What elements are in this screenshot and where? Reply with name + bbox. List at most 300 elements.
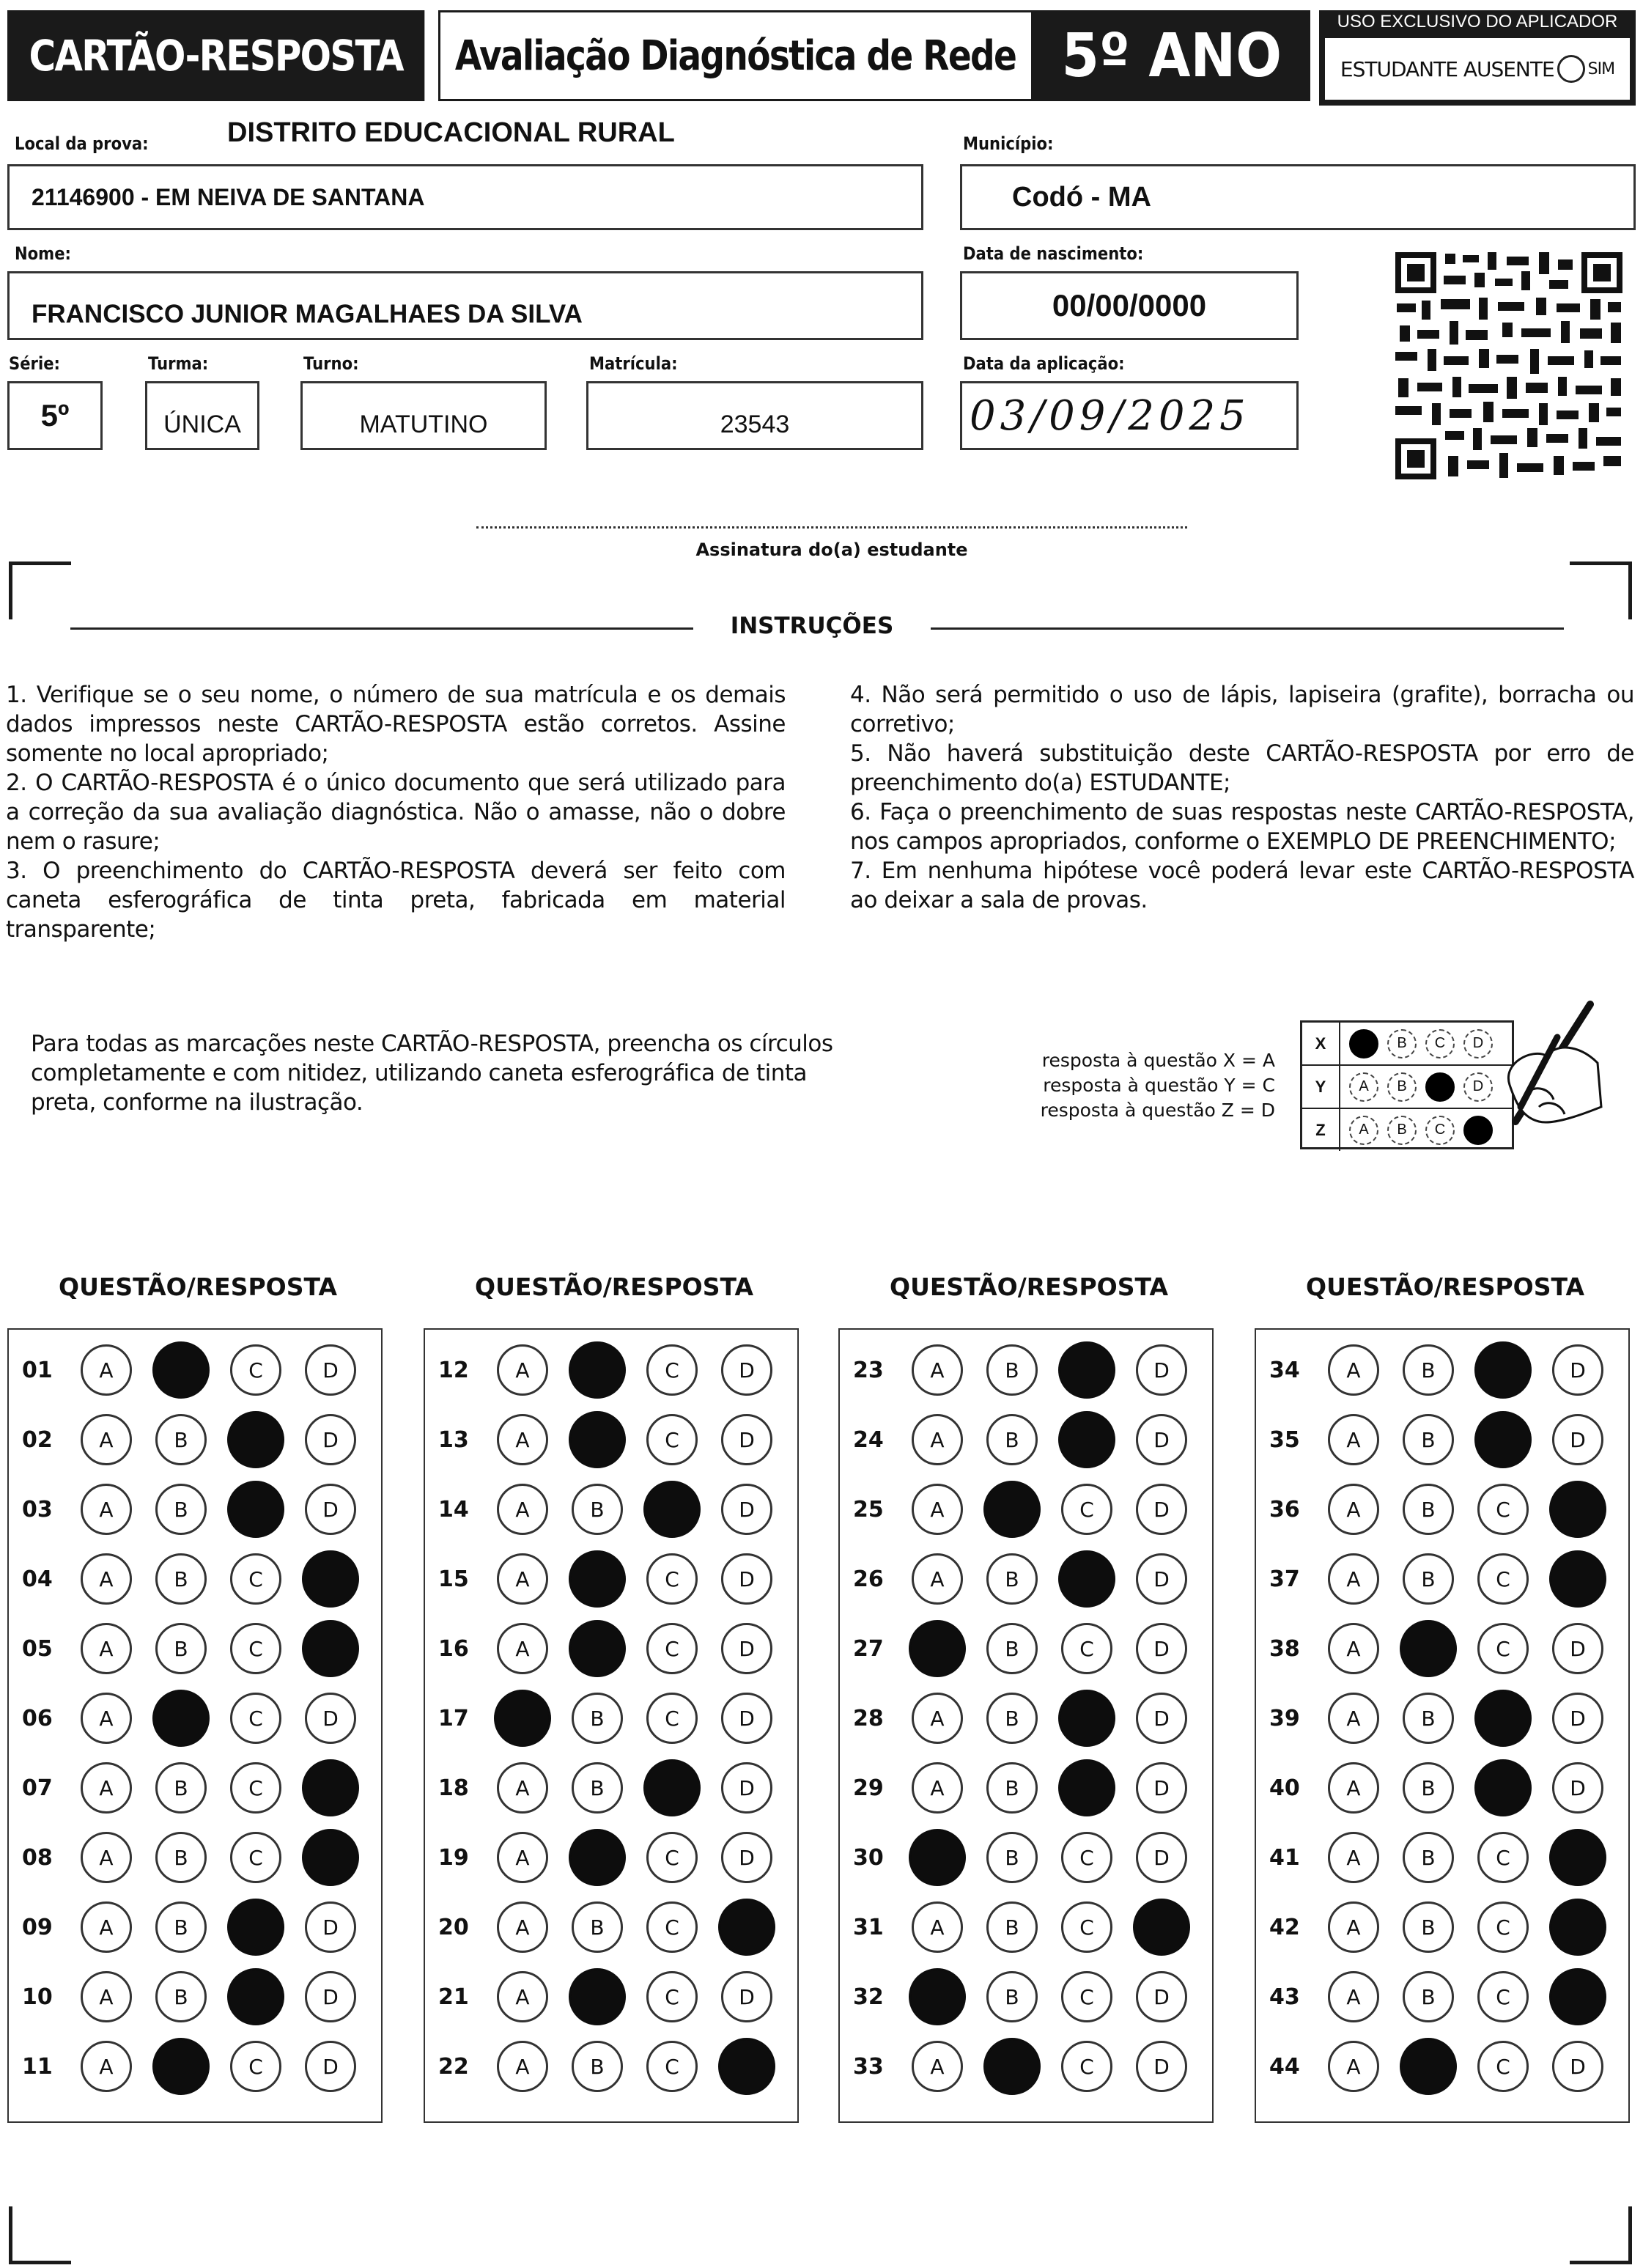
answer-row [9, 1484, 380, 1535]
example-bubble: C [1425, 1116, 1455, 1145]
answer-row [9, 1553, 380, 1605]
answer-bubble-b[interactable] [983, 1481, 1041, 1538]
answer-bubble-c[interactable] [227, 1411, 284, 1468]
answer-bubble-a[interactable]: A [497, 1484, 548, 1535]
answer-bubble-a[interactable]: A [497, 1344, 548, 1396]
answer-bubble-b[interactable]: B [572, 1762, 623, 1814]
example-row [1302, 1109, 1512, 1151]
answer-row [1256, 2041, 1627, 2092]
example-bubble [1425, 1072, 1455, 1102]
answer-bubble-d[interactable] [1549, 1481, 1606, 1538]
answer-panel-1 [7, 1328, 383, 2123]
panel-title-2: QUESTÃO/RESPOSTA [475, 1273, 753, 1301]
answer-row [425, 1414, 796, 1465]
answer-bubble-b[interactable]: B [1403, 1693, 1454, 1744]
answer-bubble-d[interactable]: D [1552, 2041, 1603, 2092]
answer-bubble-d[interactable] [1549, 1829, 1606, 1886]
answer-bubble-c[interactable]: C [230, 1832, 281, 1883]
question-number: 12 [438, 1357, 469, 1383]
answer-bubble-a[interactable]: A [81, 1344, 132, 1396]
answer-bubble-b[interactable]: B [155, 1414, 207, 1465]
answer-row [1256, 1971, 1627, 2022]
example-bubble: B [1387, 1072, 1417, 1102]
absent-option: SIM [1587, 59, 1615, 78]
answer-bubble-d[interactable]: D [1136, 1693, 1187, 1744]
answer-bubble-a[interactable]: A [1328, 1623, 1379, 1674]
answer-bubble-d[interactable]: D [721, 1414, 772, 1465]
aplicacao-field[interactable] [960, 381, 1299, 450]
instruction-1: 1. Verifique se o seu nome, o número de sua matrícula e os demais dados impressos neste CARTÃO-RESPOSTA estão corretos. Assine somente no local apropriado; [6, 682, 786, 767]
answer-bubble-d[interactable] [302, 1829, 359, 1886]
question-number: 07 [22, 1775, 53, 1801]
answer-bubble-a[interactable] [494, 1690, 551, 1747]
answer-bubble-b[interactable]: B [1403, 1553, 1454, 1605]
answer-bubble-a[interactable]: A [497, 2041, 548, 2092]
pen-hand-illustration [1488, 997, 1605, 1144]
answer-bubble-a[interactable]: A [81, 1901, 132, 1953]
instruction-6: 6. Faça o preenchimento de suas respostas neste CARTÃO-RESPOSTA, nos campos apropriados, conforme o EXEMPLO DE PREENCHIMENTO; [850, 799, 1634, 855]
answer-bubble-d[interactable]: D [721, 1344, 772, 1396]
matricula-field [586, 381, 923, 450]
instruction-2: 2. O CARTÃO-RESPOSTA é o único documento que será utilizado para a correção da sua avaliação diagnóstica. Não o amasse, não o dobre nem o rasure; [6, 770, 786, 855]
answer-row [840, 1553, 1211, 1605]
question-number: 13 [438, 1426, 469, 1453]
question-number: 02 [22, 1426, 53, 1453]
answer-bubble-b[interactable]: B [1403, 1901, 1454, 1953]
answer-bubble-a[interactable]: A [81, 1971, 132, 2022]
question-number: 20 [438, 1914, 469, 1940]
example-grid [1300, 1020, 1514, 1149]
instructions-rule-right [931, 627, 1564, 630]
answer-bubble-c[interactable] [643, 1759, 701, 1816]
answer-row [840, 1414, 1211, 1465]
answer-bubble-a[interactable]: A [1328, 1484, 1379, 1535]
local-field [7, 164, 923, 230]
question-number: 14 [438, 1496, 469, 1523]
instruction-4: 4. Não será permitido o uso de lápis, lapiseira (grafite), borracha ou corretivo; [850, 682, 1634, 737]
answer-panel-2 [424, 1328, 799, 2123]
answer-bubble-d[interactable]: D [721, 1623, 772, 1674]
question-number: 42 [1269, 1914, 1300, 1940]
answer-bubble-c[interactable]: C [230, 2041, 281, 2092]
answer-bubble-d[interactable]: D [1136, 1484, 1187, 1535]
answer-bubble-c[interactable] [1058, 1690, 1115, 1747]
answer-bubble-c[interactable] [1058, 1411, 1115, 1468]
nome-value: FRANCISCO JUNIOR MAGALHAES DA SILVA [32, 300, 583, 328]
answer-bubble-b[interactable]: B [986, 1414, 1038, 1465]
answer-row [9, 1414, 380, 1465]
answer-bubble-c[interactable] [1474, 1341, 1532, 1399]
aplicacao-label: Data da aplicação: [963, 353, 1125, 374]
answer-bubble-b[interactable] [569, 1968, 626, 2025]
answer-row [9, 2041, 380, 2092]
answer-bubble-c[interactable] [227, 1899, 284, 1956]
answer-bubble-a[interactable]: A [912, 1693, 963, 1744]
answer-bubble-d[interactable] [1133, 1899, 1190, 1956]
answer-row [9, 1623, 380, 1674]
answer-bubble-a[interactable] [909, 1829, 966, 1886]
answer-bubble-b[interactable] [569, 1550, 626, 1608]
example-legend-z: resposta à questão Z = D [1040, 1100, 1275, 1121]
example-legend-y: resposta à questão Y = C [1043, 1075, 1275, 1096]
local-value: 21146900 - EM NEIVA DE SANTANA [32, 183, 425, 210]
answer-bubble-c[interactable]: C [646, 1344, 698, 1396]
answer-bubble-b[interactable]: B [1403, 1414, 1454, 1465]
turma-value: ÚNICA [163, 410, 241, 438]
question-number: 28 [853, 1705, 884, 1731]
answer-bubble-c[interactable]: C [646, 1971, 698, 2022]
answer-bubble-c[interactable]: C [230, 1762, 281, 1814]
answer-bubble-b[interactable]: B [986, 1971, 1038, 2022]
panel-title-1: QUESTÃO/RESPOSTA [59, 1273, 337, 1301]
answer-bubble-b[interactable]: B [986, 1344, 1038, 1396]
question-number: 24 [853, 1426, 884, 1453]
answer-bubble-a[interactable]: A [1328, 1553, 1379, 1605]
answer-bubble-c[interactable] [227, 1481, 284, 1538]
answer-bubble-d[interactable] [1549, 1899, 1606, 1956]
question-number: 36 [1269, 1496, 1300, 1523]
question-number: 15 [438, 1566, 469, 1592]
question-number: 37 [1269, 1566, 1300, 1592]
example-row-label: Y [1302, 1066, 1340, 1108]
answer-bubble-b[interactable] [983, 2038, 1041, 2095]
answer-bubble-b[interactable] [1400, 1620, 1457, 1677]
answer-row [9, 1762, 380, 1814]
question-number: 11 [22, 2053, 53, 2080]
corner-mark-top-right [1570, 562, 1632, 619]
example-legend-x: resposta à questão X = A [1041, 1050, 1275, 1071]
answer-bubble-d[interactable] [302, 1620, 359, 1677]
answer-bubble-a[interactable]: A [1328, 1971, 1379, 2022]
question-number: 08 [22, 1844, 53, 1871]
answer-bubble-b[interactable]: B [155, 1484, 207, 1535]
answer-bubble-b[interactable]: B [1403, 1762, 1454, 1814]
answer-bubble-b[interactable] [152, 1690, 210, 1747]
answer-bubble-a[interactable]: A [81, 1623, 132, 1674]
answer-bubble-c[interactable]: C [1477, 2041, 1529, 2092]
question-number: 32 [853, 1984, 884, 2010]
answer-bubble-c[interactable]: C [1477, 1971, 1529, 2022]
answer-bubble-c[interactable]: C [230, 1693, 281, 1744]
answer-bubble-c[interactable]: C [646, 1414, 698, 1465]
answer-bubble-a[interactable]: A [912, 1553, 963, 1605]
municipio-value: Codó - MA [1012, 181, 1151, 213]
answer-bubble-b[interactable] [569, 1341, 626, 1399]
answer-bubble-a[interactable]: A [912, 1901, 963, 1953]
answer-bubble-a[interactable]: A [1328, 2041, 1379, 2092]
question-number: 34 [1269, 1357, 1300, 1383]
answer-bubble-c[interactable] [1474, 1759, 1532, 1816]
answer-bubble-b[interactable]: B [1403, 1971, 1454, 2022]
turno-label: Turno: [303, 353, 359, 374]
answer-bubble-d[interactable]: D [1552, 1693, 1603, 1744]
answer-bubble-d[interactable]: D [1552, 1414, 1603, 1465]
answer-bubble-a[interactable]: A [81, 1553, 132, 1605]
question-number: 23 [853, 1357, 884, 1383]
answer-row [1256, 1414, 1627, 1465]
answer-bubble-a[interactable]: A [912, 1762, 963, 1814]
question-number: 44 [1269, 2053, 1300, 2080]
example-bubble: B [1387, 1116, 1417, 1145]
answer-row [425, 1832, 796, 1883]
matricula-label: Matrícula: [589, 353, 678, 374]
answer-bubble-b[interactable]: B [572, 2041, 623, 2092]
question-number: 41 [1269, 1844, 1300, 1871]
question-number: 03 [22, 1496, 53, 1523]
answer-bubble-b[interactable]: B [1403, 1484, 1454, 1535]
turno-value: MATUTINO [359, 410, 488, 438]
answer-bubble-d[interactable]: D [1136, 1344, 1187, 1396]
answer-bubble-c[interactable]: C [1061, 2041, 1112, 2092]
answer-bubble-c[interactable]: C [646, 1832, 698, 1883]
answer-bubble-c[interactable] [1058, 1550, 1115, 1608]
answer-bubble-a[interactable] [909, 1620, 966, 1677]
answer-bubble-b[interactable] [1400, 2038, 1457, 2095]
answer-bubble-d[interactable]: D [1136, 1762, 1187, 1814]
answer-bubble-d[interactable]: D [1136, 1553, 1187, 1605]
answer-bubble-d[interactable]: D [1552, 1344, 1603, 1396]
answer-bubble-c[interactable]: C [646, 1623, 698, 1674]
answer-bubble-d[interactable]: D [1552, 1762, 1603, 1814]
answer-bubble-a[interactable]: A [81, 1832, 132, 1883]
answer-bubble-b[interactable]: B [986, 1553, 1038, 1605]
answer-bubble-d[interactable]: D [305, 2041, 356, 2092]
answer-row [9, 1901, 380, 1953]
question-number: 01 [22, 1357, 53, 1383]
answer-bubble-a[interactable]: A [497, 1623, 548, 1674]
marking-note: Para todas as marcações neste CARTÃO-RESPOSTA, preencha os círculos completamente e com nitidez, utilizando caneta esferográfica de tinta preta, conforme na ilustração. [31, 1031, 833, 1116]
question-number: 25 [853, 1496, 884, 1523]
example-bubble: C [1425, 1029, 1455, 1058]
answer-bubble-b[interactable]: B [986, 1623, 1038, 1674]
example-bubble: B [1387, 1029, 1417, 1058]
answer-bubble-c[interactable]: C [1061, 1971, 1112, 2022]
answer-bubble-b[interactable]: B [155, 1971, 207, 2022]
answer-bubble-d[interactable]: D [721, 1693, 772, 1744]
question-number: 30 [853, 1844, 884, 1871]
answer-bubble-b[interactable]: B [572, 1693, 623, 1744]
serie-value: 5º [40, 398, 70, 432]
answer-bubble-d[interactable] [302, 1759, 359, 1816]
question-number: 04 [22, 1566, 53, 1592]
answer-bubble-b[interactable]: B [155, 1623, 207, 1674]
answer-bubble-c[interactable] [1474, 1690, 1532, 1747]
answer-bubble-c[interactable] [643, 1481, 701, 1538]
instructions-left [6, 680, 786, 944]
answer-row [425, 1553, 796, 1605]
answer-bubble-c[interactable]: C [646, 1553, 698, 1605]
answer-bubble-d[interactable]: D [305, 1971, 356, 2022]
answer-bubble-b[interactable]: B [155, 1901, 207, 1953]
signature-line[interactable] [476, 526, 1187, 529]
answer-bubble-c[interactable]: C [1477, 1484, 1529, 1535]
answer-bubble-d[interactable] [1549, 1968, 1606, 2025]
question-number: 05 [22, 1635, 53, 1662]
answer-row [840, 1901, 1211, 1953]
answer-bubble-a[interactable]: A [497, 1553, 548, 1605]
instruction-5: 5. Não haverá substituição deste CARTÃO-RESPOSTA por erro de preenchimento do(a) ESTUDANTE; [850, 740, 1634, 796]
answer-bubble-c[interactable]: C [1477, 1901, 1529, 1953]
question-number: 19 [438, 1844, 469, 1871]
answer-row [1256, 1623, 1627, 1674]
answer-bubble-c[interactable]: C [1477, 1832, 1529, 1883]
answer-bubble-d[interactable] [718, 1899, 775, 1956]
answer-row [840, 1762, 1211, 1814]
answer-bubble-d[interactable]: D [1136, 2041, 1187, 2092]
corner-mark-bottom-left [9, 2206, 71, 2264]
answer-bubble-a[interactable]: A [81, 1414, 132, 1465]
answer-bubble-c[interactable]: C [230, 1344, 281, 1396]
answer-row [1256, 1344, 1627, 1396]
answer-bubble-a[interactable]: A [912, 1344, 963, 1396]
answer-bubble-a[interactable]: A [81, 2041, 132, 2092]
answer-bubble-a[interactable]: A [497, 1832, 548, 1883]
answer-bubble-b[interactable]: B [572, 1901, 623, 1953]
answer-bubble-b[interactable]: B [986, 1832, 1038, 1883]
answer-bubble-d[interactable]: D [1136, 1832, 1187, 1883]
example-bubble: A [1349, 1116, 1378, 1145]
answer-bubble-d[interactable]: D [1136, 1414, 1187, 1465]
answer-bubble-a[interactable]: A [81, 1693, 132, 1744]
answer-bubble-a[interactable]: A [1328, 1832, 1379, 1883]
answer-panel-4 [1255, 1328, 1630, 2123]
question-number: 22 [438, 2053, 469, 2080]
answer-bubble-a[interactable]: A [81, 1484, 132, 1535]
answer-bubble-d[interactable] [1549, 1550, 1606, 1608]
turma-label: Turma: [148, 353, 209, 374]
answer-bubble-a[interactable] [909, 1968, 966, 2025]
answer-bubble-a[interactable]: A [1328, 1901, 1379, 1953]
answer-bubble-a[interactable]: A [497, 1414, 548, 1465]
answer-bubble-c[interactable]: C [646, 1901, 698, 1953]
answer-bubble-c[interactable]: C [1477, 1623, 1529, 1674]
answer-bubble-a[interactable]: A [1328, 1693, 1379, 1744]
example-legend [967, 1048, 1275, 1123]
answer-bubble-c[interactable] [1058, 1341, 1115, 1399]
nome-field [7, 271, 923, 340]
answer-bubble-b[interactable]: B [986, 1762, 1038, 1814]
answer-bubble-c[interactable] [1058, 1759, 1115, 1816]
answer-row [9, 1693, 380, 1744]
question-number: 40 [1269, 1775, 1300, 1801]
answer-bubble-c[interactable] [1474, 1411, 1532, 1468]
answer-bubble-b[interactable] [569, 1829, 626, 1886]
answer-bubble-a[interactable]: A [497, 1762, 548, 1814]
municipio-field [960, 164, 1636, 230]
answer-bubble-a[interactable]: A [1328, 1414, 1379, 1465]
answer-bubble-b[interactable]: B [155, 1762, 207, 1814]
answer-bubble-a[interactable]: A [1328, 1762, 1379, 1814]
answer-bubble-a[interactable]: A [912, 1414, 963, 1465]
question-number: 06 [22, 1705, 53, 1731]
answer-bubble-a[interactable]: A [497, 1901, 548, 1953]
answer-bubble-b[interactable]: B [986, 1901, 1038, 1953]
question-number: 35 [1269, 1426, 1300, 1453]
answer-bubble-b[interactable] [152, 2038, 210, 2095]
answer-bubble-d[interactable]: D [1552, 1623, 1603, 1674]
answer-row [840, 1971, 1211, 2022]
answer-bubble-c[interactable]: C [1061, 1832, 1112, 1883]
answer-bubble-d[interactable] [302, 1550, 359, 1608]
example-bubble: D [1463, 1029, 1493, 1058]
answer-bubble-d[interactable]: D [721, 1971, 772, 2022]
example-row [1302, 1023, 1512, 1066]
answer-bubble-c[interactable]: C [646, 1693, 698, 1744]
answer-row [840, 1344, 1211, 1396]
instructions-rule-left [70, 627, 693, 630]
question-number: 43 [1269, 1984, 1300, 2010]
question-number: 26 [853, 1566, 884, 1592]
answer-bubble-b[interactable]: B [1403, 1832, 1454, 1883]
instruction-3: 3. O preenchimento do CARTÃO-RESPOSTA deverá ser feito com caneta esferográfica de tinta preta, fabricada em material transparente; [6, 858, 786, 943]
answer-bubble-c[interactable] [227, 1968, 284, 2025]
answer-bubble-b[interactable]: B [1403, 1344, 1454, 1396]
answer-bubble-b[interactable]: B [155, 1832, 207, 1883]
absent-student-field [1325, 38, 1630, 100]
signature-label: Assinatura do(a) estudante [695, 540, 968, 560]
nome-label: Nome: [15, 243, 71, 264]
corner-mark-bottom-right [1570, 2206, 1632, 2264]
question-number: 39 [1269, 1705, 1300, 1731]
answer-bubble-a[interactable]: A [81, 1762, 132, 1814]
answer-bubble-a[interactable]: A [912, 2041, 963, 2092]
answer-bubble-c[interactable]: C [646, 2041, 698, 2092]
answer-bubble-c[interactable]: C [1061, 1623, 1112, 1674]
answer-row [425, 1971, 796, 2022]
answer-bubble-d[interactable]: D [305, 1693, 356, 1744]
applicator-label: USO EXCLUSIVO DO APLICADOR [1337, 12, 1618, 32]
answer-bubble-a[interactable]: A [497, 1971, 548, 2022]
answer-row [1256, 1693, 1627, 1744]
answer-bubble-a[interactable]: A [912, 1484, 963, 1535]
answer-bubble-d[interactable]: D [305, 1901, 356, 1953]
answer-bubble-c[interactable]: C [230, 1623, 281, 1674]
answer-bubble-a[interactable]: A [1328, 1344, 1379, 1396]
answer-bubble-d[interactable]: D [305, 1414, 356, 1465]
municipio-label: Município: [963, 133, 1054, 154]
answer-bubble-d[interactable]: D [721, 1553, 772, 1605]
example-row [1302, 1066, 1512, 1109]
answer-bubble-d[interactable]: D [305, 1484, 356, 1535]
answer-bubble-b[interactable]: B [572, 1484, 623, 1535]
answer-bubble-c[interactable]: C [1061, 1901, 1112, 1953]
answer-bubble-b[interactable] [569, 1620, 626, 1677]
answer-bubble-d[interactable] [718, 2038, 775, 2095]
absent-bubble[interactable] [1557, 55, 1585, 83]
answer-bubble-c[interactable]: C [230, 1553, 281, 1605]
answer-bubble-b[interactable]: B [986, 1693, 1038, 1744]
answer-bubble-d[interactable]: D [305, 1344, 356, 1396]
answer-bubble-d[interactable]: D [721, 1484, 772, 1535]
example-bubble [1349, 1029, 1378, 1058]
panel-title-4: QUESTÃO/RESPOSTA [1306, 1273, 1584, 1301]
answer-bubble-c[interactable]: C [1061, 1484, 1112, 1535]
answer-bubble-b[interactable] [152, 1341, 210, 1399]
answer-bubble-b[interactable] [569, 1411, 626, 1468]
answer-bubble-c[interactable]: C [1477, 1553, 1529, 1605]
answer-bubble-d[interactable]: D [1136, 1623, 1187, 1674]
answer-bubble-d[interactable]: D [721, 1832, 772, 1883]
exam-title-text: Avaliação Diagnóstica de Rede [455, 32, 1016, 80]
answer-bubble-d[interactable]: D [721, 1762, 772, 1814]
question-number: 29 [853, 1775, 884, 1801]
answer-row [9, 1344, 380, 1396]
answer-bubble-b[interactable]: B [155, 1553, 207, 1605]
answer-bubble-d[interactable]: D [1136, 1971, 1187, 2022]
absent-label: ESTUDANTE AUSENTE [1340, 56, 1554, 81]
nascimento-value: 00/00/0000 [1052, 288, 1207, 323]
question-number: 33 [853, 2053, 884, 2080]
